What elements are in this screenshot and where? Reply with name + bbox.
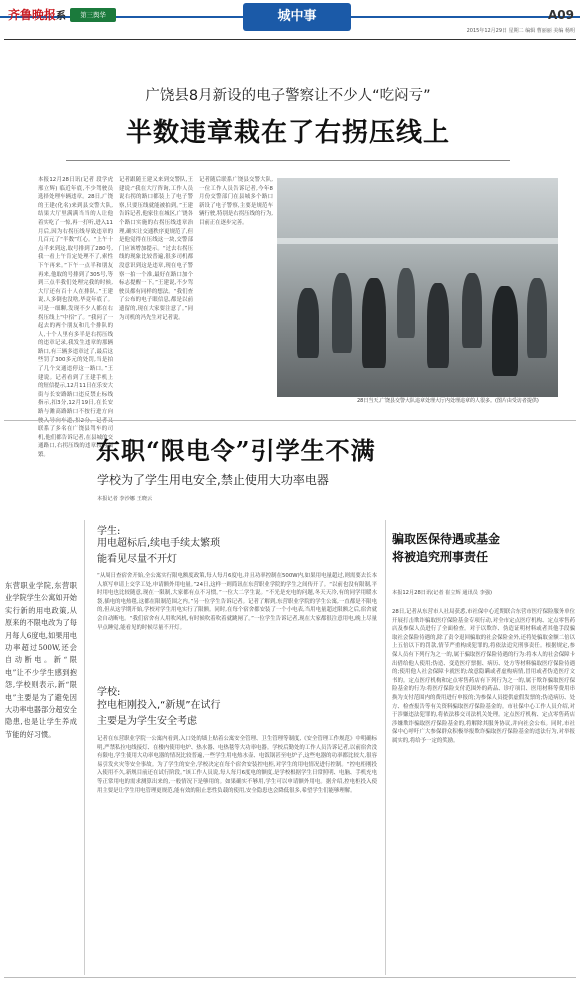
article1-column-1: 本报12月28日讯(记者 段学虎 邢立辉) 临近年底,不少驾驶员选择处理车辆违章。28日,广饶的王建(化名)来到县交警大队,结果大厅里满满当当的人让他着实吃了一惊,再一打听,进入11月后,因为右拐压线导致违章的几百元了“半数”红心。“上午十点半来到这,取号排到了280号,我一看上午肯定处理不了,索性下午再来。”下午一点半和朋友再来,他取的号排到了305号,等到三点半我们处理完我的时候,大厅还有百十人在排队。”王建说,人多倒也没啥,毕竟年底了。可是一细聊,发现不少人都在右拐压线上“中招”了。“我问了一起去的两个朋友和几个排队的人,十个人里有多半是右拐压线的违章记录,我发生违章的那辆路口,有三辆多违章过了,最后这些罚了300多元的处罚,当是拍了几个交通违停这一路口。”王建说。记者看到了王建手机上的短信提示,12月11日在乐安大街与长安路路口违反禁止标线指示,扣3分,12月19日,在长安路与潍高路路口不按行进方向 联系了多名在广饶县驾车的司机,他们都告诉记者,在县城的交通路口,右拐压线的违章较为频繁。 bbox=[38, 177, 113, 458]
page-number: A09 bbox=[548, 8, 574, 22]
article1-column-3: 记者随后联系广饶县交警大队,一位工作人员告诉记者,今年8月份交警部门在县城多个路口新设了电子警察,主要是规范车辆行驶,特别是右拐压线的行为,目前正在逐步完善。 bbox=[199, 177, 273, 226]
article2-section2-body: 记者在东营职业学院一公寓内看到,入口处的墙上贴着公寓安全管理、卫生管理等制度,《安全管理工作规范》中明确标明,严禁私拉电线接灯、在楼内使用电炉、热水器、电热毯等大功率电器。学校后勤处的工作人员告诉记者,以前宿舍没有限电,学生使用大功率电器的情况比较普遍,一些学生用电热水壶、电饭锅甚至电炉子,这些电器的功率都比较大,很容易引发火灾等安全事故。为了学生的安全,学校决定在每个宿舍安装控电柜,对学生的用电情况进行控制。“控电柜刚投入使用不久,新规目前还在试行阶段。”该工作人员说,每人每月6度电的额度,是学校根据学生日常照明、电脑、手机充电等正常用电的需求测算出来的,一般情况下是够用的。如果确实不够用,学生可以申请额外用电。据介绍,控电柜投入使用主要是让学生用电管理更规范,能有效的阻止恶性负载的使用,安全隐患也会降低很多,希望学生们能够理解。 bbox=[97, 736, 377, 794]
column-divider bbox=[385, 520, 386, 975]
column-divider bbox=[84, 520, 85, 975]
section-label-students: 学生: bbox=[97, 526, 121, 537]
article2-section1-body: “从周日查宿舍开始,全公寓实行限电额度政策,每人每月6度电,并且功率控制在500W内,如果用电量超过,则需要去长本人填写申请上交学工处,申请额外用电量。”24日,这样一则简讯在东营职业学院的学生之间传开了。“以前也没有限制,平时用电也比较随意,现在一限制,大家都有点不习惯。”一位大二学生说。“不光是充电的问题,冬天天冷,有的同学用暖水袋,插电的电热毯,这都在限制范围之内。”另一位学生告诉记者。记者了解到,东营职业学院的学生公寓,一直都是不限电的,但从这学期开始,学校对学生用电实行了限额。同时,在每个宿舍都安装了一个小电表,当用电量超过限额之后,宿舍就会自动断电。“我们宿舍有人用吹风机,有时候吹着吹着就跳闸了。”一位学生告诉记者,现在大家都很注意用电,晚上尽量早点睡觉,能看见的时候尽量不开灯。 bbox=[97, 573, 377, 631]
section-title-school-1: 控电柜刚投入,“新规”在试行 bbox=[97, 700, 221, 711]
issue-date-editors: 2015年12月29日 星期二 编辑 曹丽丽 美编 杨明 bbox=[466, 28, 575, 34]
article2-lead-note: 东营职业学院,东营职业学院学生公寓如开始实行新的用电政策,从原来的不限电改为了每月每人6度电,如果用电功率超过500W,还会自动断电。新“限电”让不少学生感到抱怨,学校则表示,新“限电”主要是为了避免因大功率电器部分超安全隐患,也是让学生养成节能的好习惯。 bbox=[5, 581, 77, 739]
article-divider bbox=[4, 420, 576, 421]
article3-headline bbox=[392, 530, 572, 570]
article3-body: 28日,记者从东营市人社局获悉,市社保中心近期联合东营市医疗保险服务单位开展打击欺诈骗取医疗保险基金专项行动,对全市定点医疗机构、定点零售药店及参保人员进行了全面检查。对于以欺诈、伪造证明材料或者其他手段骗取社会保险待遇的,除了责令退回骗取的社会保险金外,还将处骗取金额二倍以上五倍以下的罚款,情节严重构成犯罪的,将依法追究刑事责任。根据规定,参保人员有下列行为之一的,属于骗取医疗保险待遇的行为:将本人的社会保障卡出借给他人使用;伪造、变造医疗票据、病历、处方等材料骗取医疗保险待遇的;使用他人社会保障卡就医的;故意隐瞒或者虚构病情,冒用或者伪造医疗文书的。定点医疗机构和定点零售药店有下列行为之一的,属于欺诈骗取医疗保险基金的行为:将医疗保险支付范围外的药品、诊疗项目、医用材料等费用串换为支付范围内的费用进行申报的;为参保人员提供虚假发票的;伪造病历、处方、检查报告等有关资料骗取医疗保险基金的。市社保中心工作人员介绍,对于涉嫌违法犯罪的,将依法移交司法机关处理。定点医疗机构、定点零售药店涉嫌欺诈骗取医疗保险基金的,将解除其服务协议,并向社会公布。同时,市社保中心呼吁广大参保群众积极举报欺诈骗取医疗保险基金的违法行为,对举报属实的,将给予一定的奖励。 bbox=[392, 609, 575, 744]
article3-byline: 本报12月28日讯(记者 崔立辉 通讯员 李强) bbox=[392, 590, 493, 596]
newspaper-logo: 齐鲁晚报系 bbox=[8, 8, 67, 22]
article2-headline: 东职“限电令”引学生不满 bbox=[96, 436, 376, 465]
section-title: 城中事 bbox=[243, 3, 351, 31]
article3-headline-line2: 将被追究刑事责任 bbox=[392, 550, 489, 564]
masthead bbox=[0, 0, 580, 40]
article1-subheadline: 广饶县8月新设的电子警察让不少人“吃闷亏” bbox=[145, 88, 431, 104]
series-badge: 第三舆华 bbox=[70, 8, 116, 22]
section-label-school: 学校: bbox=[97, 687, 121, 698]
article1-column-2: 记者跟随王建又来到交警队,王建说:“我在大厅咨询,工作人员说右拐的路口都装上了电子警察,只要压线就能被拍到。”王建告诉记者,他家住在城区,广饶各个路口实施的右拐压线违章治理,确实让交通秩序更规范了,但是他觉得在压线这一块,交警部门应该增加提示。“过去右拐压线的现象比较普遍,很多司机都没意识到这是违章,现在电子警察一拍一个准,最好在路口加个标志提醒一下。”王建说,不少驾驶员都有同样的想法。“我们查了公布的电子眼信息,都是以前遗留的,现在大家要注意了。”同为司机的冯先生对记者说。 bbox=[119, 177, 193, 321]
article2-subheadline: 学校为了学生用电安全,禁止使用大功率电器 bbox=[97, 473, 329, 487]
page-bottom-rule bbox=[4, 977, 576, 978]
headline-rule bbox=[66, 160, 510, 161]
article1-photo bbox=[277, 178, 558, 397]
masthead-divider bbox=[4, 39, 576, 40]
section-title-students-2: 能看见尽量不开灯 bbox=[97, 554, 177, 565]
photo-caption: 28日当天,广饶县交警大队违章处理大厅内处理违章的人很多。(图片由受访者提供) bbox=[357, 398, 539, 404]
article1-headline: 半数违章栽在了右拐压线上 bbox=[125, 118, 450, 148]
section-title-students-1: 用电超标后,续电手续太繁琐 bbox=[97, 538, 221, 549]
section-title-school-2: 主要是为学生安全考虑 bbox=[97, 716, 197, 727]
article2-byline: 本报记者 李沙娜 王晓云 bbox=[97, 496, 153, 502]
article3-headline-line1: 骗取医保待遇或基金 bbox=[392, 532, 501, 546]
